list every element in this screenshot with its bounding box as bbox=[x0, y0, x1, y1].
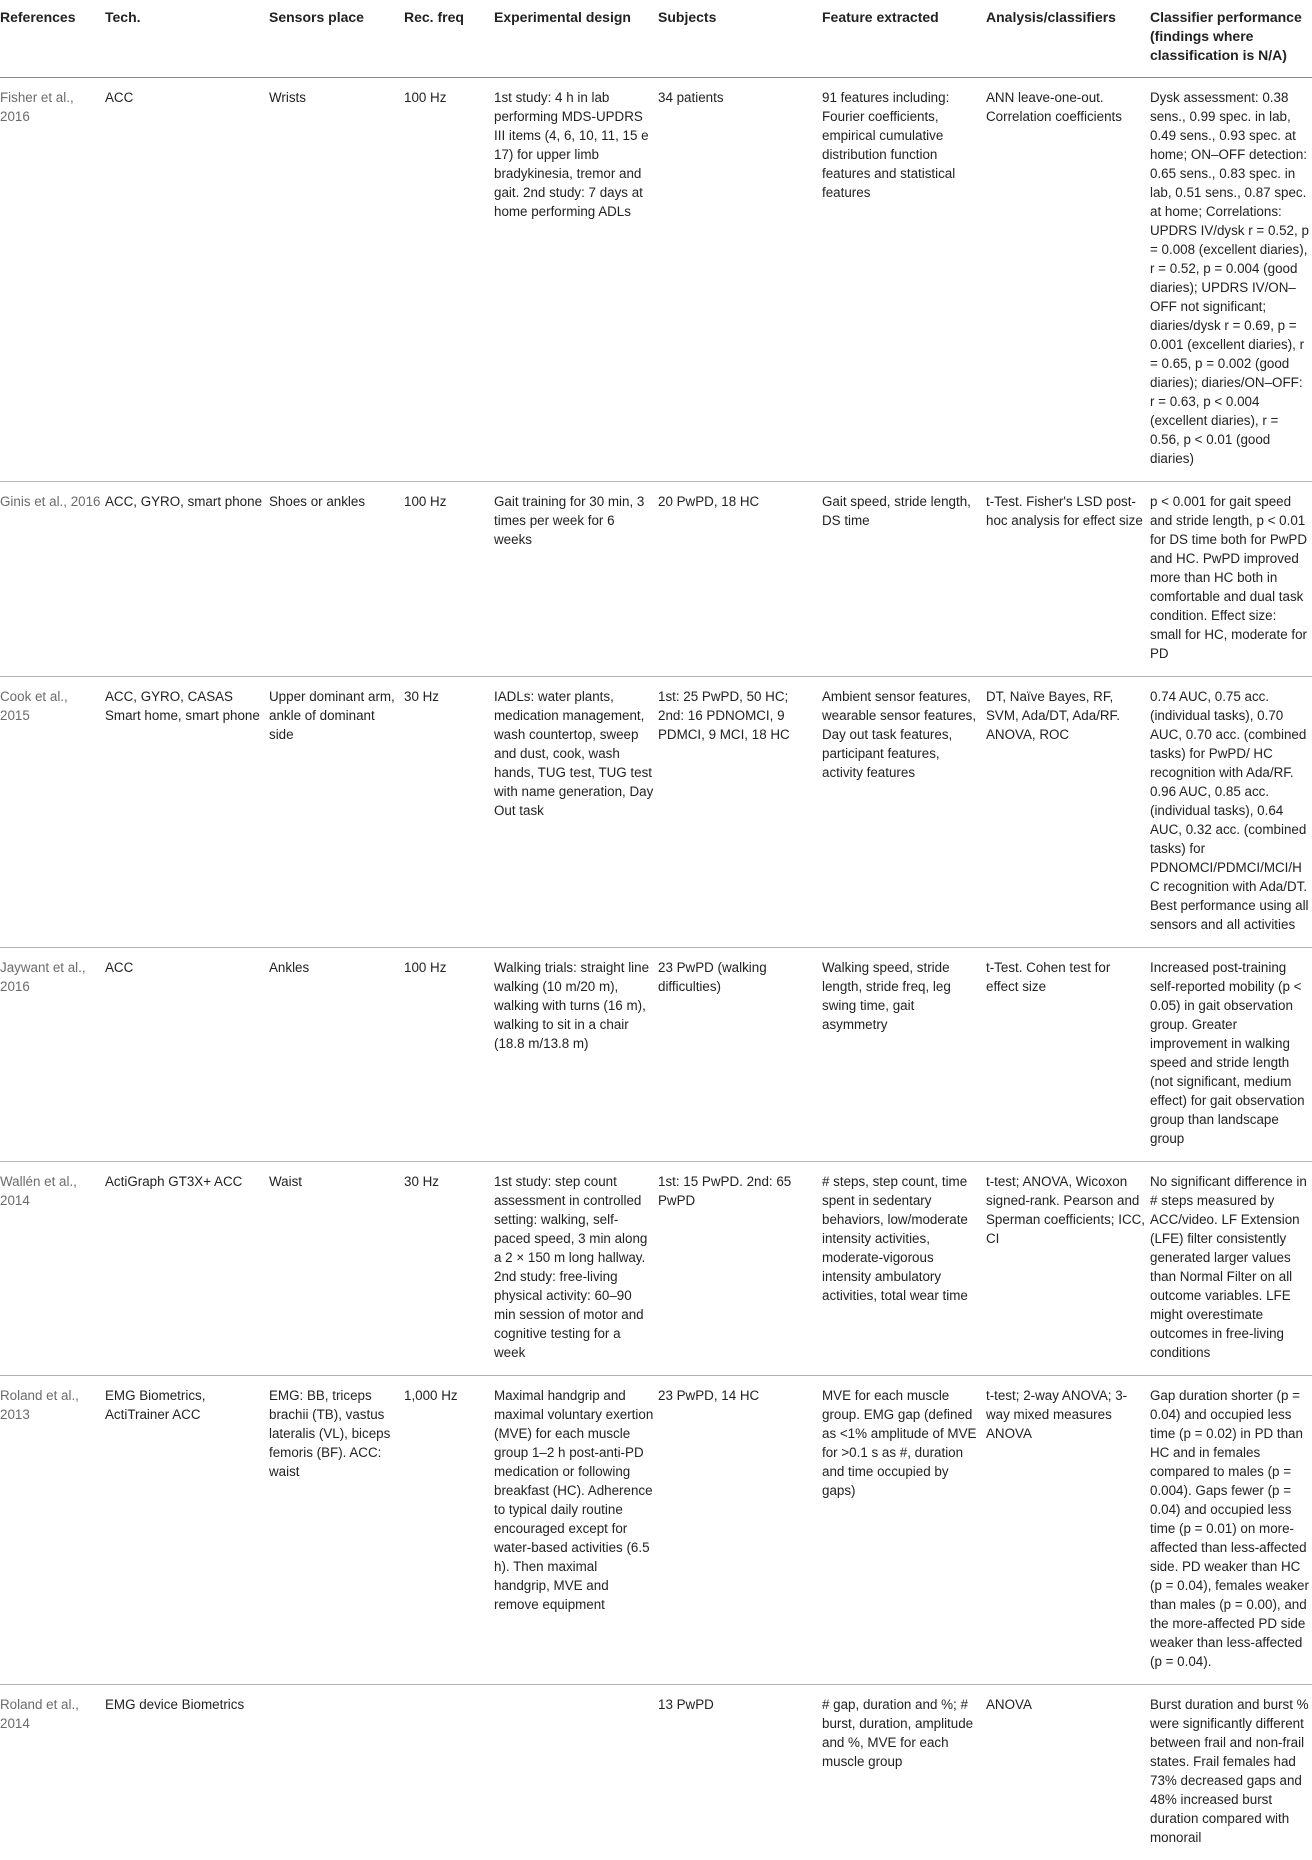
header-references: References bbox=[0, 0, 103, 78]
cell-experimental-design: Maximal handgrip and maximal voluntary exertion (MVE) for each muscle group 1–2 h post-anti-PD medication or following breakfast (HC). Adherence to typical daily routine encouraged except for water-based activities (6.5 h). Then maximal handgrip, MVE and remove equipment bbox=[492, 1376, 656, 1685]
cell-sensors-place: Wrists bbox=[267, 78, 402, 482]
table-row bbox=[0, 1376, 1312, 1685]
cell-subjects: 1st: 15 PwPD. 2nd: 65 PwPD bbox=[656, 1162, 820, 1376]
table-row bbox=[0, 1685, 1312, 1860]
cell-subjects: 23 PwPD (walking difficulties) bbox=[656, 948, 820, 1162]
cell-rec-freq bbox=[402, 1685, 492, 1860]
cell-subjects: 1st: 25 PwPD, 50 HC; 2nd: 16 PDNOMCI, 9 PDMCI, 9 MCI, 18 HC bbox=[656, 677, 820, 948]
cell-rec-freq: 100 Hz bbox=[402, 948, 492, 1162]
cell-tech: ACC bbox=[103, 78, 267, 482]
cell-sensors-place: Waist bbox=[267, 1162, 402, 1376]
cell-analysis: ANN leave-one-out. Correlation coefficients bbox=[984, 78, 1148, 482]
cell-performance: p < 0.001 for gait speed and stride length, p < 0.01 for DS time both for PwPD and HC. PwPD improved more than HC both in comfortable and dual task condition. Effect size: small for HC, moderate for PD bbox=[1148, 482, 1312, 677]
cell-performance: No significant difference in # steps measured by ACC/video. LF Extension (LFE) filter consistently generated larger values than Normal Filter on all outcome variables. LFE might overestimate outcomes in free-living conditions bbox=[1148, 1162, 1312, 1376]
cell-analysis: DT, Naïve Bayes, RF, SVM, Ada/DT, Ada/RF. ANOVA, ROC bbox=[984, 677, 1148, 948]
cell-experimental-design: Walking trials: straight line walking (10 m/20 m), walking with turns (16 m), walking to sit in a chair (18.8 m/13.8 m) bbox=[492, 948, 656, 1162]
cell-reference: Roland et al., 2014 bbox=[0, 1685, 103, 1860]
table-header-row bbox=[0, 0, 1312, 78]
cell-rec-freq: 30 Hz bbox=[402, 1162, 492, 1376]
cell-rec-freq: 100 Hz bbox=[402, 78, 492, 482]
cell-reference: Fisher et al., 2016 bbox=[0, 78, 103, 482]
cell-features: Gait speed, stride length, DS time bbox=[820, 482, 984, 677]
cell-experimental-design: Gait training for 30 min, 3 times per week for 6 weeks bbox=[492, 482, 656, 677]
cell-analysis: t-Test. Fisher's LSD post-hoc analysis for effect size bbox=[984, 482, 1148, 677]
header-sensors-place: Sensors place bbox=[267, 0, 402, 78]
header-experimental-design: Experimental design bbox=[492, 0, 656, 78]
cell-experimental-design: 1st study: step count assessment in controlled setting: walking, self-paced speed, 3 min along a 2 × 150 m long hallway. 2nd study: free-living physical activity: 60–90 min session of motor and cognitive testing for a week bbox=[492, 1162, 656, 1376]
cell-features: Ambient sensor features, wearable sensor features, Day out task features, participant features, activity features bbox=[820, 677, 984, 948]
cell-sensors-place: EMG: BB, triceps brachii (TB), vastus lateralis (VL), biceps femoris (BF). ACC: waist bbox=[267, 1376, 402, 1685]
table-row bbox=[0, 1162, 1312, 1376]
cell-sensors-place: Ankles bbox=[267, 948, 402, 1162]
cell-rec-freq: 1,000 Hz bbox=[402, 1376, 492, 1685]
cell-subjects: 13 PwPD bbox=[656, 1685, 820, 1860]
cell-experimental-design bbox=[492, 1685, 656, 1860]
cell-features: # steps, step count, time spent in sedentary behaviors, low/moderate intensity activities, moderate-vigorous intensity ambulatory activities, total wear time bbox=[820, 1162, 984, 1376]
cell-sensors-place: Upper dominant arm, ankle of dominant side bbox=[267, 677, 402, 948]
cell-experimental-design: 1st study: 4 h in lab performing MDS-UPDRS III items (4, 6, 10, 11, 15 e 17) for upper limb bradykinesia, tremor and gait. 2nd study: 7 days at home performing ADLs bbox=[492, 78, 656, 482]
cell-sensors-place bbox=[267, 1685, 402, 1860]
header-feature-extracted: Feature extracted bbox=[820, 0, 984, 78]
cell-subjects: 34 patients bbox=[656, 78, 820, 482]
cell-analysis: ANOVA bbox=[984, 1685, 1148, 1860]
cell-performance: Burst duration and burst % were significantly different between frail and non-frail states. Frail females had 73% decreased gaps and 48% increased burst duration compared with monorail bbox=[1148, 1685, 1312, 1860]
cell-reference: Jaywant et al., 2016 bbox=[0, 948, 103, 1162]
cell-subjects: 20 PwPD, 18 HC bbox=[656, 482, 820, 677]
header-subjects: Subjects bbox=[656, 0, 820, 78]
cell-tech: ACC bbox=[103, 948, 267, 1162]
table-row bbox=[0, 482, 1312, 677]
cell-analysis: t-Test. Cohen test for effect size bbox=[984, 948, 1148, 1162]
header-tech: Tech. bbox=[103, 0, 267, 78]
header-classifier-performance: Classifier performance (findings where classification is N/A) bbox=[1148, 0, 1312, 78]
cell-reference: Cook et al., 2015 bbox=[0, 677, 103, 948]
cell-reference: Wallén et al., 2014 bbox=[0, 1162, 103, 1376]
cell-features: Walking speed, stride length, stride freq, leg swing time, gait asymmetry bbox=[820, 948, 984, 1162]
cell-sensors-place: Shoes or ankles bbox=[267, 482, 402, 677]
cell-analysis: t-test; ANOVA, Wicoxon signed-rank. Pearson and Sperman coefficients; ICC, CI bbox=[984, 1162, 1148, 1376]
cell-performance: Increased post-training self-reported mobility (p < 0.05) in gait observation group. Greater improvement in walking speed and stride length (not significant, medium effect) for gait observation group than landscape group bbox=[1148, 948, 1312, 1162]
cell-rec-freq: 100 Hz bbox=[402, 482, 492, 677]
cell-features: 91 features including: Fourier coefficients, empirical cumulative distribution function features and statistical features bbox=[820, 78, 984, 482]
header-analysis-classifiers: Analysis/classifiers bbox=[984, 0, 1148, 78]
cell-performance: Dysk assessment: 0.38 sens., 0.99 spec. in lab, 0.49 sens., 0.93 spec. at home; ON–OFF detection: 0.65 sens., 0.83 spec. in lab, 0.51 sens., 0.87 spec. at home; Correlations: UPDRS IV/dysk r = 0.52, p = 0.008 (excellent diaries), r = 0.52, p = 0.004 (good diaries); UPDRS IV/ON–OFF not significant; diaries/dysk r = 0.69, p = 0.001 (excellent diaries), r = 0.65, p = 0.002 (good diaries); diaries/ON–OFF: r = 0.63, p < 0.004 (excellent diaries), r = 0.56, p < 0.01 (good diaries) bbox=[1148, 78, 1312, 482]
cell-tech: EMG device Biometrics bbox=[103, 1685, 267, 1860]
cell-tech: ACC, GYRO, CASAS Smart home, smart phone bbox=[103, 677, 267, 948]
cell-tech: EMG Biometrics, ActiTrainer ACC bbox=[103, 1376, 267, 1685]
header-rec-freq: Rec. freq bbox=[402, 0, 492, 78]
cell-reference: Ginis et al., 2016 bbox=[0, 482, 103, 677]
cell-features: MVE for each muscle group. EMG gap (defined as <1% amplitude of MVE for >0.1 s as #, duration and time occupied by gaps) bbox=[820, 1376, 984, 1685]
cell-tech: ActiGraph GT3X+ ACC bbox=[103, 1162, 267, 1376]
table-row bbox=[0, 677, 1312, 948]
cell-performance: Gap duration shorter (p = 0.04) and occupied less time (p = 0.02) in PD than HC and in females compared to males (p = 0.004). Gaps fewer (p = 0.04) and occupied less time (p = 0.01) on more-affected than less-affected side. PD weaker than HC (p = 0.04), females weaker than males (p = 0.00), and the more-affected PD side weaker than less-affected (p = 0.04). bbox=[1148, 1376, 1312, 1685]
cell-subjects: 23 PwPD, 14 HC bbox=[656, 1376, 820, 1685]
cell-experimental-design: IADLs: water plants, medication management, wash countertop, sweep and dust, cook, wash hands, TUG test, TUG test with name generation, Day Out task bbox=[492, 677, 656, 948]
cell-analysis: t-test; 2-way ANOVA; 3-way mixed measures ANOVA bbox=[984, 1376, 1148, 1685]
cell-features: # gap, duration and %; # burst, duration, amplitude and %, MVE for each muscle group bbox=[820, 1685, 984, 1860]
cell-tech: ACC, GYRO, smart phone bbox=[103, 482, 267, 677]
table-row bbox=[0, 78, 1312, 482]
table-row bbox=[0, 948, 1312, 1162]
cell-rec-freq: 30 Hz bbox=[402, 677, 492, 948]
cell-reference: Roland et al., 2013 bbox=[0, 1376, 103, 1685]
cell-performance: 0.74 AUC, 0.75 acc. (individual tasks), 0.70 AUC, 0.70 acc. (combined tasks) for PwPD/ HC recognition with Ada/RF. 0.96 AUC, 0.85 acc. (individual tasks), 0.64 AUC, 0.32 acc. (combined tasks) for PDNOMCI/PDMCI/MCI/HC recognition with Ada/DT. Best performance using all sensors and all activities bbox=[1148, 677, 1312, 948]
